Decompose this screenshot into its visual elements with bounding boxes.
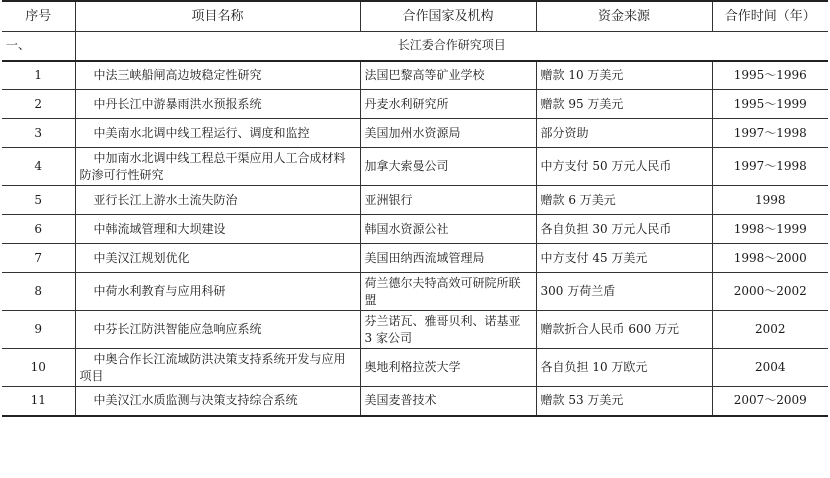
row-period: 2000～2002	[712, 273, 828, 311]
row-partner: 法国巴黎高等矿业学校	[360, 61, 536, 90]
row-serial: 9	[2, 311, 75, 349]
table-row	[2, 90, 828, 119]
row-partner: 奥地利格拉茨大学	[360, 349, 536, 387]
header-period: 合作时间（年）	[712, 1, 828, 32]
row-period: 2007～2009	[712, 387, 828, 416]
header-project-name: 项目名称	[75, 1, 360, 32]
table-row	[2, 244, 828, 273]
table-row	[2, 186, 828, 215]
row-project-name: 中美南水北调中线工程运行、调度和监控	[75, 119, 360, 148]
row-partner: 荷兰德尔夫特高效可研院所联盟	[360, 273, 536, 311]
row-period: 1995～1996	[712, 61, 828, 90]
table-row	[2, 349, 828, 387]
row-funding: 部分资助	[536, 119, 712, 148]
header-serial: 序号	[2, 1, 75, 32]
row-period: 1998～2000	[712, 244, 828, 273]
row-funding: 300 万荷兰盾	[536, 273, 712, 311]
row-project-name: 中荷水利教育与应用科研	[75, 273, 360, 311]
row-project-name: 中美汉江水质监测与决策支持综合系统	[75, 387, 360, 416]
table-row	[2, 311, 828, 349]
row-project-name: 亚行长江上游水土流失防治	[75, 186, 360, 215]
row-partner: 丹麦水利研究所	[360, 90, 536, 119]
row-partner: 芬兰诺瓦、雅哥贝利、诺基亚 3 家公司	[360, 311, 536, 349]
row-partner: 亚洲银行	[360, 186, 536, 215]
row-funding: 各自负担 10 万欧元	[536, 349, 712, 387]
row-period: 2002	[712, 311, 828, 349]
row-serial: 11	[2, 387, 75, 416]
row-project-name: 中奥合作长江流域防洪决策支持系统开发与应用项目	[75, 349, 360, 387]
row-funding: 赠款 95 万美元	[536, 90, 712, 119]
row-serial: 1	[2, 61, 75, 90]
row-period: 1998～1999	[712, 215, 828, 244]
row-partner: 美国田纳西流域管理局	[360, 244, 536, 273]
row-funding: 各自负担 30 万元人民币	[536, 215, 712, 244]
row-serial: 3	[2, 119, 75, 148]
row-serial: 10	[2, 349, 75, 387]
row-funding: 中方支付 45 万美元	[536, 244, 712, 273]
row-serial: 8	[2, 273, 75, 311]
section-row	[2, 32, 828, 61]
row-funding: 赠款折合人民币 600 万元	[536, 311, 712, 349]
row-funding: 中方支付 50 万元人民币	[536, 148, 712, 186]
row-period: 1998	[712, 186, 828, 215]
row-funding: 赠款 10 万美元	[536, 61, 712, 90]
row-partner: 美国麦普技术	[360, 387, 536, 416]
row-period: 1997～1998	[712, 119, 828, 148]
row-partner: 加拿大索曼公司	[360, 148, 536, 186]
row-serial: 6	[2, 215, 75, 244]
row-serial: 4	[2, 148, 75, 186]
table-row	[2, 148, 828, 186]
row-project-name: 中芬长江防洪智能应急响应系统	[75, 311, 360, 349]
row-project-name: 中美汉江规划优化	[75, 244, 360, 273]
table-row	[2, 119, 828, 148]
row-funding: 赠款 53 万美元	[536, 387, 712, 416]
table-row	[2, 215, 828, 244]
row-partner: 韩国水资源公社	[360, 215, 536, 244]
row-funding: 赠款 6 万美元	[536, 186, 712, 215]
row-project-name: 中加南水北调中线工程总干渠应用人工合成材料防渗可行性研究	[75, 148, 360, 186]
row-period: 2004	[712, 349, 828, 387]
row-project-name: 中丹长江中游暴雨洪水预报系统	[75, 90, 360, 119]
table-header-row	[2, 1, 828, 32]
row-serial: 7	[2, 244, 75, 273]
section-title: 长江委合作研究项目	[75, 32, 828, 61]
row-partner: 美国加州水资源局	[360, 119, 536, 148]
row-project-name: 中法三峡船闸高边坡稳定性研究	[75, 61, 360, 90]
row-serial: 2	[2, 90, 75, 119]
table-row	[2, 387, 828, 416]
table-row	[2, 273, 828, 311]
row-period: 1995～1999	[712, 90, 828, 119]
row-project-name: 中韩流域管理和大坝建设	[75, 215, 360, 244]
header-funding: 资金来源	[536, 1, 712, 32]
header-partner: 合作国家及机构	[360, 1, 536, 32]
cooperation-projects-table	[2, 0, 828, 417]
row-serial: 5	[2, 186, 75, 215]
section-number: 一、	[2, 32, 75, 61]
row-period: 1997～1998	[712, 148, 828, 186]
table-row	[2, 61, 828, 90]
